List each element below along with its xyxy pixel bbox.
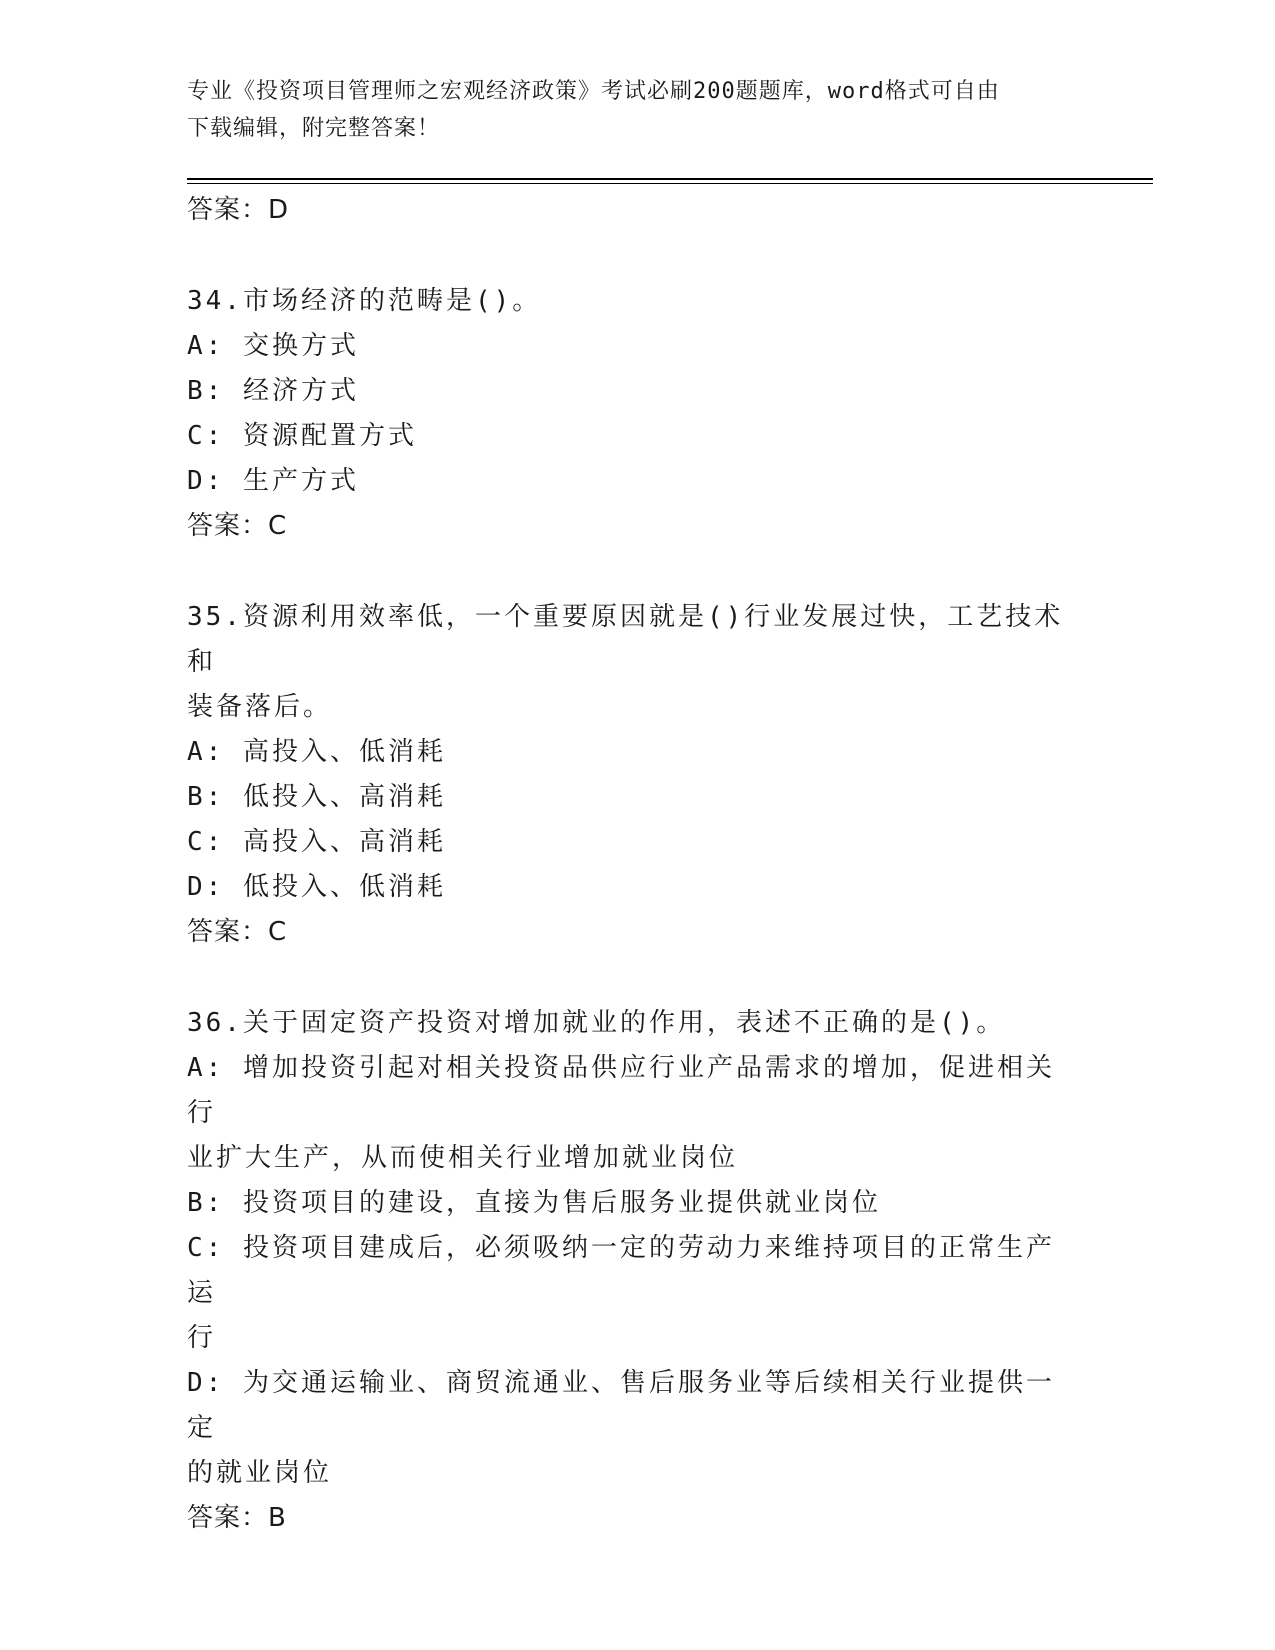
- question-36: [187, 1001, 1067, 1541]
- header-divider-thick: [187, 178, 1153, 180]
- document-body: [187, 188, 1067, 1541]
- option-c-line-1: C: 投资项目建成后，必须吸纳一定的劳动力来维持项目的正常生产运: [187, 1233, 1055, 1308]
- header-divider-thin: [187, 183, 1153, 184]
- option-a: A: 高投入、低消耗: [187, 737, 446, 767]
- option-b: B: 投资项目的建设，直接为售后服务业提供就业岗位: [187, 1188, 881, 1218]
- question-stem: 36.关于固定资产投资对增加就业的作用，表述不正确的是()。: [187, 1008, 1006, 1038]
- option-a-line-2: 业扩大生产，从而使相关行业增加就业岗位: [187, 1143, 739, 1173]
- previous-answer: 答案：D: [187, 195, 290, 225]
- option-c: C: 高投入、高消耗: [187, 827, 446, 857]
- document-header: [187, 73, 1067, 147]
- answer: 答案：B: [187, 1503, 287, 1533]
- answer: 答案：C: [187, 917, 288, 947]
- header-line-2: 下载编辑，附完整答案！: [187, 116, 441, 141]
- question-stem-line-1: 35.资源利用效率低，一个重要原因就是()行业发展过快，工艺技术和: [187, 602, 1064, 677]
- option-d: D: 低投入、低消耗: [187, 872, 446, 902]
- option-c: C: 资源配置方式: [187, 421, 417, 451]
- option-d-line-1: D: 为交通运输业、商贸流通业、售后服务业等后续相关行业提供一定: [187, 1368, 1055, 1443]
- answer: 答案：C: [187, 511, 288, 541]
- option-a-line-1: A: 增加投资引起对相关投资品供应行业产品需求的增加，促进相关行: [187, 1053, 1055, 1128]
- option-b: B: 低投入、高消耗: [187, 782, 446, 812]
- question-35: [187, 595, 1067, 955]
- question-stem-line-2: 装备落后。: [187, 692, 333, 722]
- option-d: D: 生产方式: [187, 466, 359, 496]
- question-stem: 34.市场经济的范畴是()。: [187, 286, 542, 316]
- option-b: B: 经济方式: [187, 376, 359, 406]
- question-34: [187, 279, 1067, 549]
- option-a: A: 交换方式: [187, 331, 359, 361]
- option-d-line-2: 的就业岗位: [187, 1458, 333, 1488]
- header-line-1: 专业《投资项目管理师之宏观经济政策》考试必刷200题题库，word格式可自由: [187, 79, 1000, 104]
- option-c-line-2: 行: [187, 1323, 217, 1353]
